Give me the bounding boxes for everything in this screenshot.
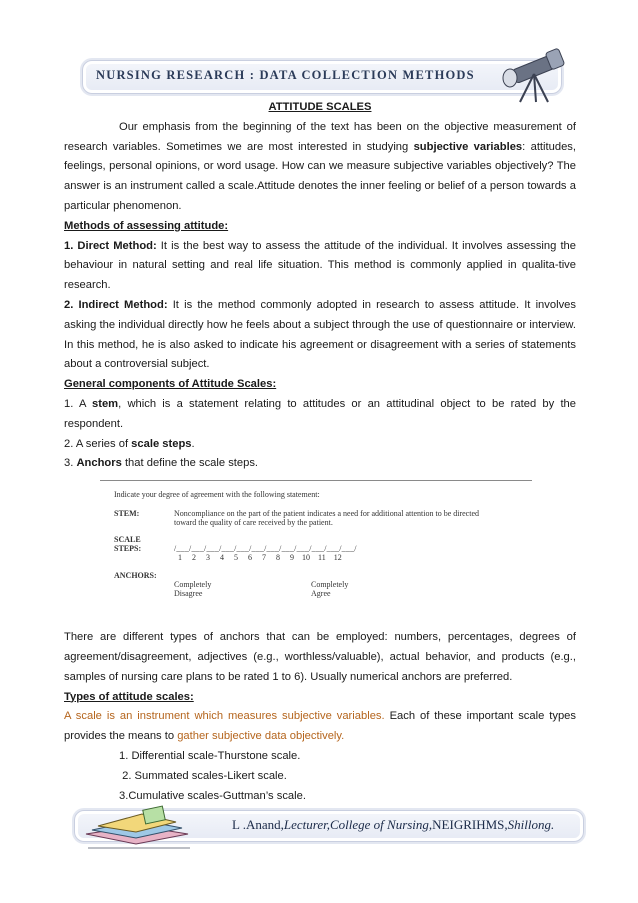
scale-figure — [64, 478, 576, 628]
figure-stem-label: STEM: — [114, 509, 140, 519]
list-item: 2. Summated scales-Likert scale. — [119, 769, 287, 782]
types-paragraph — [64, 707, 576, 747]
footer-name: L .Anand, — [232, 817, 284, 832]
types-highlight-1: A scale is an instrument which measures subjective variables. — [64, 710, 385, 723]
intro-text-1: Our emphasis from the beginning of the text has been on the objective measurement of research variables. Sometimes we are most interested in studying — [64, 120, 576, 153]
footer-city: Shillong. — [507, 817, 555, 832]
intro-bold: subjective variables — [413, 140, 523, 153]
c2c: . — [191, 437, 195, 450]
component-1 — [64, 395, 576, 435]
figure-stem-text-2: toward the quality of care received by the patient. — [174, 518, 333, 528]
figure-anchor-left-2: Disagree — [174, 589, 203, 599]
indirect-text: It is the method commonly adopted in research to assess attitude. It involves asking the individual directly how he feels about a subject through the use of questionnaire or interview. In this method, he is also asked to indicate his agreement or disagreement with a series of statements about a controversial subject. — [64, 298, 576, 371]
figure-anchor-left-1: Completely — [174, 580, 212, 590]
direct-method — [64, 237, 576, 296]
c3c: that define the scale steps. — [121, 457, 259, 470]
indirect-method — [64, 296, 576, 375]
document-body — [64, 98, 576, 826]
direct-text: It is the best way to assess the attitude of the individual. It involves assessing the behaviour in natural setting and real life situation. This method is commonly applied in qualita-tive research. — [64, 239, 576, 292]
telescope-icon — [490, 42, 580, 104]
figure-rule — [100, 480, 532, 481]
indirect-label: 2. Indirect Method: — [64, 298, 168, 311]
methods-heading: Methods of assessing attitude: — [64, 219, 229, 232]
intro-paragraph — [64, 118, 576, 217]
figure-instruction: Indicate your degree of agreement with the following statement: — [114, 490, 320, 500]
figure-steps-line: /___/___/___/___/___/___/___/___/___/___/___/___/ — [174, 544, 357, 554]
list-item: 1. Differential scale-Thurstone scale. — [119, 749, 301, 762]
component-3 — [64, 454, 576, 474]
direct-label: 1. Direct Method: — [64, 239, 157, 252]
list-item: 3.Cumulative scales-Guttman’s scale. — [119, 789, 306, 802]
figure-stem-text-1: Noncompliance on the part of the patient indicates a need for additional attention to be directed — [174, 509, 479, 519]
footer-institute: NEIGRIHMS, — [432, 817, 508, 832]
c1a: 1. A — [64, 397, 93, 410]
component-2 — [64, 435, 576, 455]
c2a: 2. A series of — [64, 437, 132, 450]
figure-steps-label-2: STEPS: — [114, 544, 142, 554]
intro-text-2: : attitudes, feelings, personal opinions, or word usage. How can we measure subjective variables objectively? The answer is an instrument called a scale.Attitude denotes the inner feeling or belief of a person towards a particular phenomenon. — [64, 140, 576, 212]
c2b: scale steps — [131, 437, 192, 450]
figure-anchors-label: ANCHORS: — [114, 571, 157, 581]
books-icon — [78, 804, 208, 852]
header-title: NURSING RESEARCH : DATA COLLECTION METHODS — [96, 68, 475, 82]
c3a: 3. — [64, 457, 77, 470]
types-text: Each of these important scale types provides the means to — [64, 710, 577, 743]
anchors-paragraph: There are different types of anchors that can be employed: numbers, percentages, degrees of agreement/disagreement, adjectives (e.g., worthless/valuable), actual behavior, and products (e.g., samples of nursing care plans to be rated 1 to 6). Usually numerical anchors are preferred. — [64, 631, 576, 683]
figure-steps-label-1: SCALE — [114, 535, 141, 545]
footer-credit — [232, 817, 554, 833]
figure-anchor-right-1: Completely — [311, 580, 349, 590]
components-heading: General components of Attitude Scales: — [64, 378, 277, 391]
footer-role: Lecturer,College of Nursing, — [283, 817, 433, 832]
c3b: Anchors — [76, 457, 122, 470]
types-heading: Types of attitude scales: — [64, 690, 194, 703]
c1b: stem — [92, 397, 119, 410]
c1c: , which is a statement relating to attitudes or an attitudinal object to be rated by the respondent. — [64, 397, 576, 430]
page-heading: ATTITUDE SCALES — [268, 101, 372, 113]
figure-steps-numbers: 1 2 3 4 5 6 7 8 9 10 11 12 — [178, 553, 342, 563]
figure-anchor-right-2: Agree — [311, 589, 331, 599]
types-highlight-2: gather subjective data objectively. — [177, 730, 345, 743]
